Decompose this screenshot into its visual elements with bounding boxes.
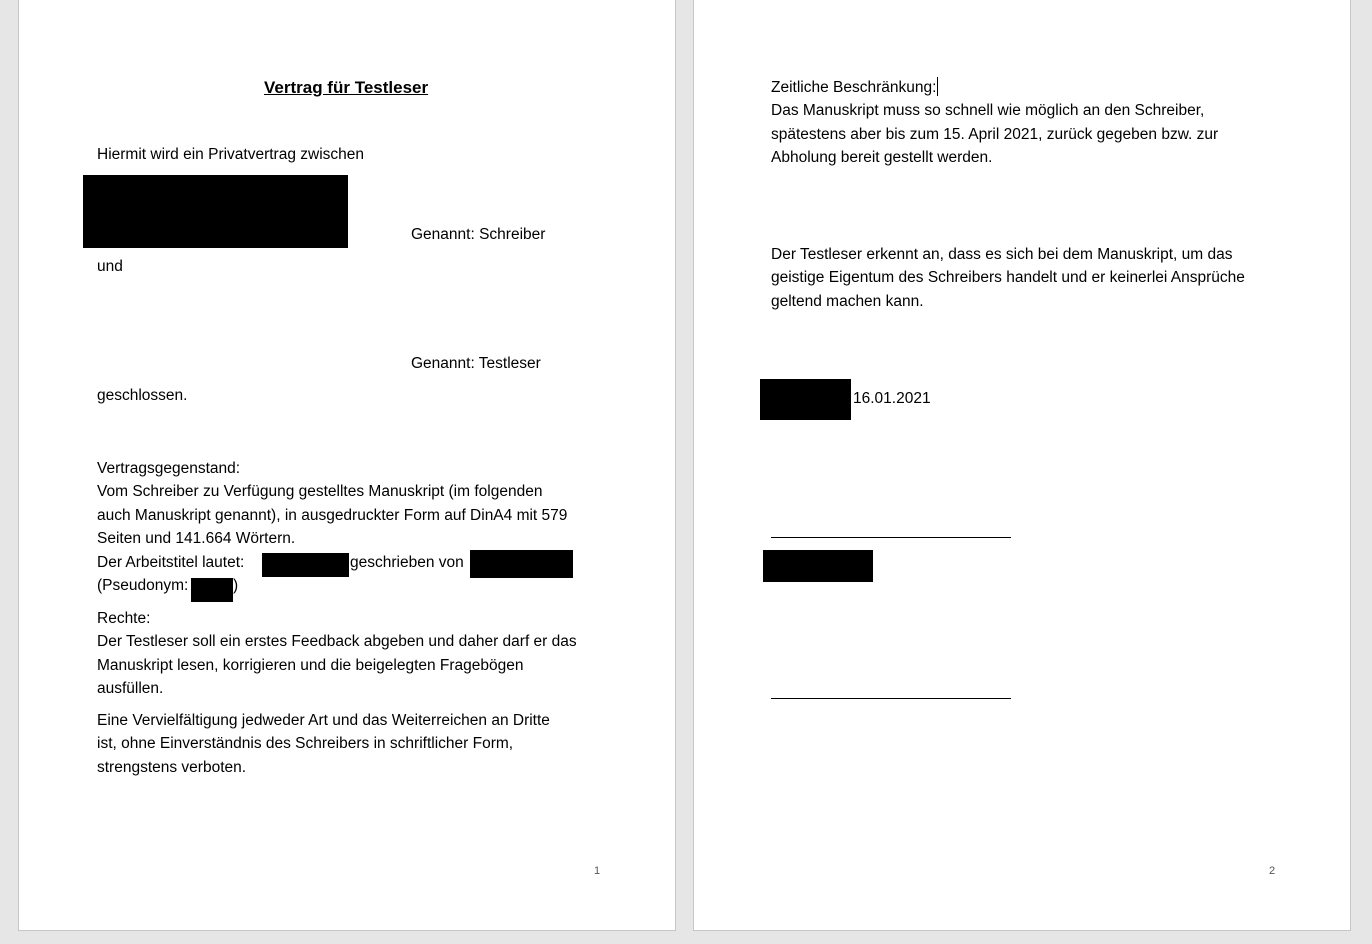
rights-line: Manuskript lesen, korrigieren und die beigelegten Fragebögen [97, 657, 524, 674]
concluded-text: geschlossen. [97, 387, 188, 404]
time-heading-text: Zeitliche Beschränkung: [771, 79, 937, 96]
and-text: und [97, 258, 123, 275]
time-heading [771, 76, 938, 99]
redaction-party1 [83, 175, 348, 248]
document-page-2[interactable] [693, 0, 1351, 931]
signing-date: 16.01.2021 [853, 390, 931, 407]
time-line: Abholung bereit gestellt werden. [771, 149, 993, 166]
copy-line: ist, ohne Einverständnis des Schreibers in schriftlicher Form, [97, 735, 514, 752]
rights-heading: Rechte: [97, 610, 151, 627]
ip-line: geltend machen kann. [771, 293, 924, 310]
subject-line: Vom Schreiber zu Verfügung gestelltes Manuskript (im folgenden [97, 483, 543, 500]
worktitle-mid: geschrieben von [350, 554, 464, 571]
contract-title: Vertrag für Testleser [264, 78, 429, 97]
ip-line: geistige Eigentum des Schreibers handelt und er keinerlei Ansprüche [771, 269, 1245, 286]
redaction-author [470, 550, 573, 578]
page-number: 2 [1269, 865, 1276, 877]
time-line: spätestens aber bis zum 15. April 2021, zurück gegeben bzw. zur [771, 126, 1219, 143]
party1-role: Genannt: Schreiber [411, 226, 546, 243]
redaction-place [760, 379, 851, 420]
text-cursor [937, 77, 938, 96]
subject-line: auch Manuskript genannt), in ausgedruckter Form auf DinA4 mit 579 [97, 507, 568, 524]
worktitle-prefix: Der Arbeitstitel lautet: [97, 554, 245, 571]
signature-line-1 [771, 537, 1011, 538]
copy-line: Eine Vervielfältigung jedweder Art und das Weiterreichen an Dritte [97, 712, 550, 729]
subject-heading: Vertragsgegenstand: [97, 460, 241, 477]
redaction-pseudonym [191, 578, 233, 602]
redaction-worktitle [262, 553, 349, 577]
party2-role: Genannt: Testleser [411, 355, 541, 372]
page-number: 1 [594, 865, 601, 877]
signature-line-2 [771, 698, 1011, 699]
subject-line: Seiten und 141.664 Wörtern. [97, 530, 296, 547]
rights-line: ausfüllen. [97, 680, 164, 697]
copy-line: strengstens verboten. [97, 759, 247, 776]
redaction-signature-name [763, 550, 873, 582]
intro-text: Hiermit wird ein Privatvertrag zwischen [97, 146, 365, 163]
time-line: Das Manuskript muss so schnell wie möglich an den Schreiber, [771, 102, 1205, 119]
document-page-1[interactable] [18, 0, 676, 931]
rights-line: Der Testleser soll ein erstes Feedback abgeben und daher darf er das [97, 633, 577, 650]
ip-line: Der Testleser erkennt an, dass es sich bei dem Manuskript, um das [771, 246, 1233, 263]
pseudonym-open: (Pseudonym: [97, 577, 189, 594]
pseudonym-close: ) [233, 577, 239, 594]
